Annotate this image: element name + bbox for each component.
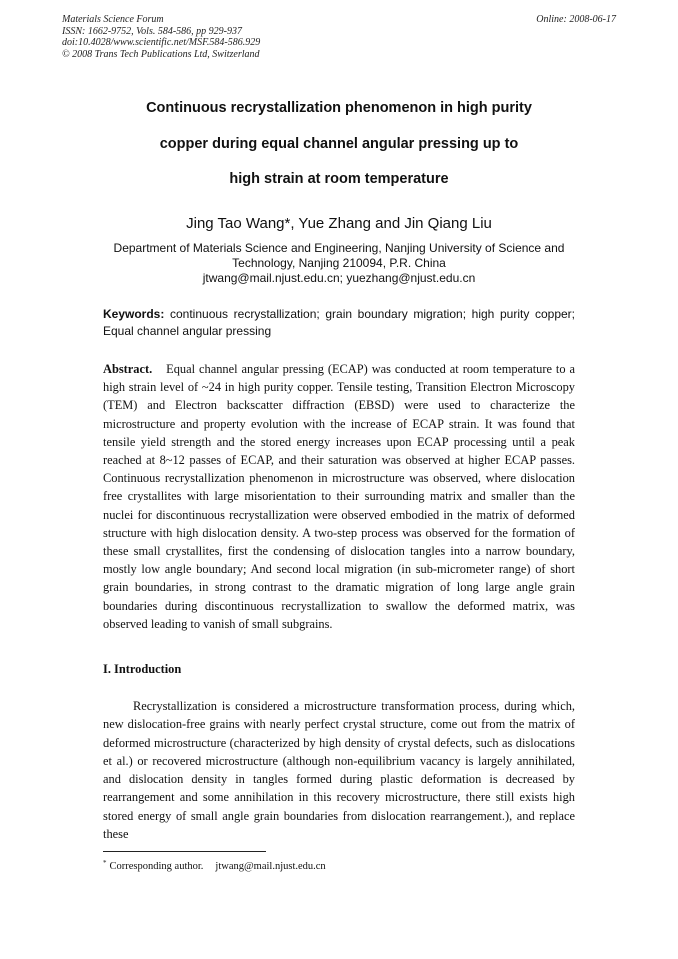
doi-line: doi:10.4028/www.scientific.net/MSF.584-586.929 <box>62 37 261 48</box>
keywords-label: Keywords: <box>103 307 165 321</box>
footnote-label: Corresponding author. <box>109 861 204 872</box>
affiliation-emails: jtwang@mail.njust.edu.cn; yuezhang@njust.edu.cn <box>202 271 476 285</box>
copyright-line: © 2008 Trans Tech Publications Ltd, Switzerland <box>62 48 260 60</box>
running-header <box>62 14 260 60</box>
abstract-text: Equal channel angular pressing (ECAP) was conducted at room temperature to a high strain level of ~24 in high purity copper. Tensile testing, Transition Electron Microscopy (TEM) and Electron backscatter diffraction (EBSD) were used to characterize the microstructure and property evolution with the increase of ECAP strain. It was found that tensile yield strength and the stored energy increases upon ECAP processing until a peak reached at 8~12 passes of ECAP, and their saturation was observed at higher ECAP passes. Continuous recrystallization phenomenon in microstructure was observed, where dislocation free crystallites with large misorientation to their surrounding matrix and smaller than the nuclei for discontinuous recrystallization were observed embodied in the matrix of deformed structure with high dislocation density. A two-step process was observed for the formation of these small crystallites, first the condensing of dislocation tangles into a narrow boundary, mostly low angle boundary; And second local migration (in sub-micrometer range) of short grain boundaries, in strong contrast to the dramatic migration of long large angle grain boundaries during discontinuous recrystallization to swallow the deformed matrix, was observed leading to vanish of small subgrains. <box>103 362 575 631</box>
title-line: high strain at room temperature <box>229 171 449 187</box>
affiliation-line: Technology, Nanjing 210094, P.R. China <box>232 256 446 270</box>
affiliation-line: Department of Materials Science and Engineering, Nanjing University of Science and <box>113 241 565 255</box>
title-line: Continuous recrystallization phenomenon in high purity <box>146 100 532 116</box>
keywords-block <box>103 306 575 340</box>
author-list: Jing Tao Wang*, Yue Zhang and Jin Qiang Liu <box>186 215 492 232</box>
online-date: Online: 2008-06-17 <box>536 14 616 25</box>
keywords-text: continuous recrystallization; grain boundary migration; high purity copper; Equal channel angular pressing <box>103 307 575 338</box>
footnote <box>103 857 326 873</box>
issn-line: ISSN: 1662-9752, Vols. 584-586, pp 929-937 <box>62 25 242 37</box>
abstract-label: Abstract. <box>103 362 153 376</box>
footnote-mark: * <box>103 859 107 867</box>
abstract-block <box>103 360 575 633</box>
footnote-divider <box>103 851 266 852</box>
introduction-paragraph: Recrystallization is considered a microstructure transformation process, during which, new dislocation-free grains with nearly perfect crystal structure, come out from the matrix of deformed microstructure (characterized by high density of crystal defects, such as dislocations et al.) or recovered microstructure (although non-equilibrium vacancy is largely annihilated, and dislocation density in tangles formed during plastic deformation is decreased by rearrangement and some annihilation in this recovery microstructure, there still exists high stored energy of small angle grain boundaries from dislocation rearrangement.), and replace these <box>103 699 575 842</box>
footnote-email: jtwang@mail.njust.edu.cn <box>215 861 326 872</box>
paper-title <box>80 91 598 198</box>
title-line: copper during equal channel angular pressing up to <box>159 135 519 152</box>
section-heading: I. Introduction <box>103 662 182 676</box>
journal-name: Materials Science Forum <box>62 14 164 25</box>
affiliation <box>100 241 578 286</box>
